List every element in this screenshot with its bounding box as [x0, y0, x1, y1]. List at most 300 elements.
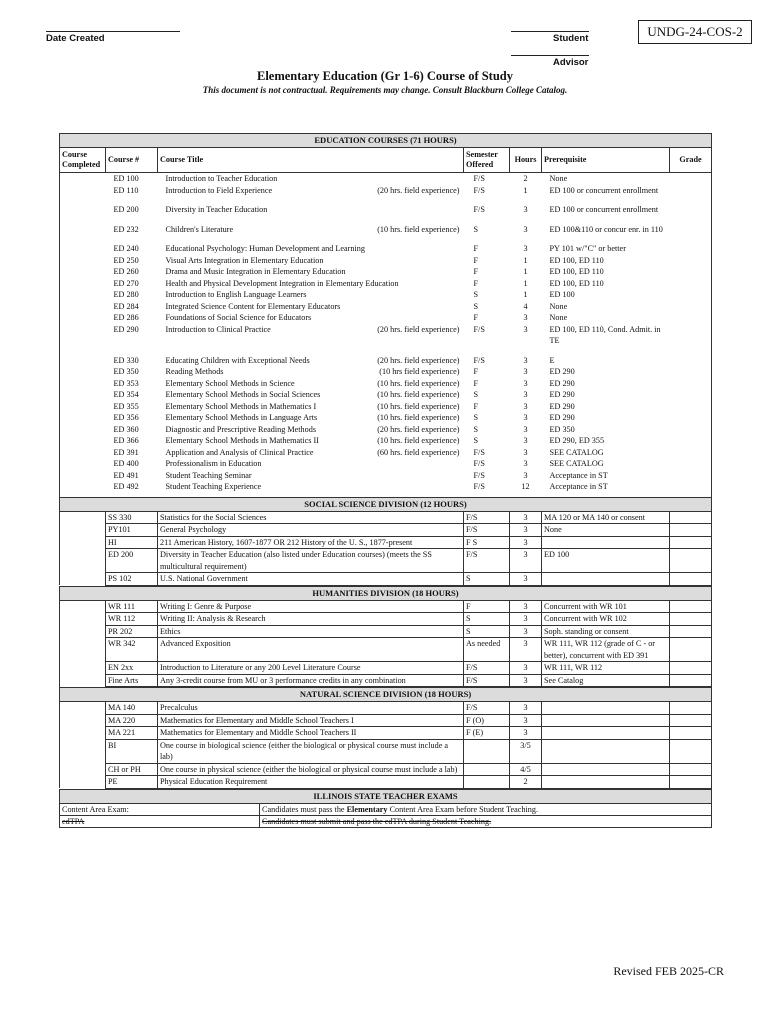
course-number: MA 140	[106, 702, 158, 715]
completed-cell[interactable]	[60, 763, 106, 776]
completed-cell[interactable]	[60, 255, 106, 267]
grade-cell[interactable]	[670, 600, 712, 613]
completed-cell[interactable]	[60, 324, 106, 347]
semester-offered: F	[473, 278, 479, 288]
grade-cell[interactable]	[670, 255, 712, 267]
hours: 3/5	[510, 739, 542, 763]
semester-offered: F/S	[464, 662, 510, 675]
course-number: ED 200	[113, 205, 139, 214]
prerequisite: None	[549, 301, 568, 311]
field-experience	[460, 278, 462, 290]
prerequisite: WR 111, WR 112 (grade of C - or better), concurrent with ED 391	[542, 638, 670, 662]
education-table	[59, 133, 712, 497]
course-title	[158, 378, 464, 390]
grade-cell[interactable]	[670, 702, 712, 715]
student-label: Student	[553, 33, 589, 44]
hours: 1	[523, 185, 528, 195]
semester-offered: F/S	[473, 459, 485, 468]
course-title	[158, 389, 464, 401]
completed-cell[interactable]	[60, 727, 106, 740]
prerequisite: ED 290	[549, 390, 575, 399]
prerequisite: ED 350	[549, 424, 575, 434]
course-number: ED 100	[113, 174, 139, 183]
completed-cell[interactable]	[60, 289, 106, 301]
grade-cell[interactable]	[670, 412, 712, 424]
prerequisite: Concurrent with WR 102	[542, 613, 670, 626]
course-title-wrap	[166, 324, 462, 336]
course-title-wrap	[166, 447, 462, 459]
prerequisite: Concurrent with WR 101	[542, 600, 670, 613]
prerequisite: ED 100	[542, 549, 670, 573]
course-number: HI	[106, 536, 158, 549]
grade-cell[interactable]	[670, 216, 712, 236]
hours: 3	[523, 224, 528, 234]
prerequisite: ED 100	[549, 290, 575, 299]
course-title: General Psychology	[158, 524, 464, 537]
course-title-wrap	[166, 173, 462, 185]
completed-cell[interactable]	[60, 458, 106, 470]
semester-offered: F S	[464, 536, 510, 549]
field-experience	[460, 204, 462, 216]
course-number: ED 260	[113, 267, 139, 276]
prerequisite	[542, 714, 670, 727]
completed-cell[interactable]	[60, 600, 106, 613]
natural-row	[60, 702, 712, 715]
course-number: ED 350	[113, 367, 139, 376]
course-title-text: Elementary School Methods in Science	[165, 378, 295, 388]
completed-cell[interactable]	[60, 714, 106, 727]
course-title-text: Introduction to Clinical Practice	[165, 324, 271, 334]
course-number: ED 366	[113, 436, 139, 445]
completed-cell[interactable]	[60, 216, 106, 236]
hours: 4/5	[510, 763, 542, 776]
hours: 3	[523, 424, 528, 434]
course-title-text: Drama and Music Integration in Elementary Education	[165, 267, 346, 276]
course-row	[60, 278, 712, 290]
field-experience	[460, 255, 462, 267]
completed-cell[interactable]	[60, 347, 106, 367]
semester-offered: F/S	[464, 511, 510, 524]
prerequisite	[542, 573, 670, 586]
course-number: ED 356	[113, 413, 139, 422]
hours: 3	[510, 625, 542, 638]
field-experience	[460, 301, 462, 313]
grade-cell[interactable]	[670, 511, 712, 524]
grade-cell[interactable]	[670, 278, 712, 290]
course-number: ED 280	[113, 290, 139, 299]
prerequisite	[542, 739, 670, 763]
grade-cell[interactable]	[670, 674, 712, 687]
semester-offered: F/S	[473, 482, 485, 491]
grade-cell[interactable]	[670, 235, 712, 255]
completed-cell[interactable]	[60, 674, 106, 687]
hours: 3	[510, 638, 542, 662]
course-number: PS 102	[106, 573, 158, 586]
grade-cell[interactable]	[670, 776, 712, 789]
completed-cell[interactable]	[60, 511, 106, 524]
course-number: ED 286	[113, 313, 139, 322]
prerequisite: Acceptance in ST	[549, 470, 608, 480]
content-exam-text-post: Content Area Exam before Student Teaching.	[387, 804, 539, 814]
grade-cell[interactable]	[670, 173, 712, 185]
course-title-wrap	[166, 424, 462, 436]
course-row	[60, 301, 712, 313]
completed-cell[interactable]	[60, 613, 106, 626]
natural-row	[60, 776, 712, 789]
grade-cell[interactable]	[670, 481, 712, 493]
course-row	[60, 470, 712, 482]
course-title-wrap	[166, 435, 462, 447]
prerequisite: ED 290	[549, 378, 575, 388]
completed-cell[interactable]	[60, 266, 106, 278]
col-hours: Hours	[510, 148, 542, 173]
field-experience: (20 hrs. field experience)	[377, 324, 460, 334]
completed-cell[interactable]	[60, 625, 106, 638]
course-title-text: Student Teaching Experience	[165, 482, 262, 491]
course-title	[158, 324, 464, 347]
advisor-label: Advisor	[553, 57, 589, 68]
semester-offered: F/S	[473, 205, 485, 214]
course-number: EN 2xx	[106, 662, 158, 675]
hours: 3	[510, 511, 542, 524]
semester-offered: F	[473, 267, 479, 276]
course-row	[60, 458, 712, 470]
student-line	[511, 31, 589, 32]
completed-cell[interactable]	[60, 173, 106, 185]
course-number: ED 360	[113, 424, 139, 434]
semester-offered: F/S	[473, 185, 485, 195]
course-number: WR 112	[106, 613, 158, 626]
hours: 3	[523, 205, 528, 214]
completed-cell[interactable]	[60, 549, 106, 573]
education-section-title: EDUCATION COURSES (71 HOURS)	[60, 134, 712, 148]
course-number: ED 491	[113, 470, 139, 480]
field-experience	[460, 458, 462, 470]
prerequisite: ED 290	[549, 413, 575, 422]
course-number: MA 221	[106, 727, 158, 740]
course-row	[60, 389, 712, 401]
col-course-title: Course Title	[158, 148, 464, 173]
course-title	[158, 235, 464, 255]
semester-offered: F/S	[464, 524, 510, 537]
field-experience	[460, 470, 462, 482]
course-number: BI	[106, 739, 158, 763]
course-title-text: Educational Psychology: Human Development and Learning	[165, 244, 365, 253]
prerequisite: Acceptance in ST	[549, 482, 608, 491]
course-title	[158, 412, 464, 424]
grade-cell[interactable]	[670, 435, 712, 447]
grade-cell[interactable]	[670, 424, 712, 436]
course-title-wrap	[166, 224, 462, 236]
humanities-row	[60, 638, 712, 662]
grade-cell[interactable]	[670, 739, 712, 763]
completed-cell[interactable]	[60, 573, 106, 586]
completed-cell[interactable]	[60, 536, 106, 549]
course-title-text: Educating Children with Exceptional Needs	[165, 355, 310, 365]
grade-cell[interactable]	[670, 549, 712, 573]
grade-cell[interactable]	[670, 196, 712, 216]
humanities-row	[60, 674, 712, 687]
course-title-text: Integrated Science Content for Elementary Educators	[165, 301, 341, 311]
grade-cell[interactable]	[670, 389, 712, 401]
completed-cell[interactable]	[60, 470, 106, 482]
completed-cell[interactable]	[60, 739, 106, 763]
humanities-table	[59, 586, 712, 688]
completed-cell[interactable]	[60, 662, 106, 675]
prerequisite: E	[549, 355, 555, 365]
prerequisite: PY 101 w/"C" or better	[549, 244, 626, 253]
course-row	[60, 481, 712, 493]
grade-cell[interactable]	[670, 573, 712, 586]
hours: 3	[510, 662, 542, 675]
semester-offered: S	[473, 390, 479, 399]
course-title: Ethics	[158, 625, 464, 638]
field-experience: (10 hrs. field experience)	[377, 378, 460, 388]
course-row	[60, 424, 712, 436]
course-number: ED 330	[113, 355, 139, 365]
grade-cell[interactable]	[670, 662, 712, 675]
hours: 3	[510, 702, 542, 715]
col-prereq: Prerequisite	[542, 148, 670, 173]
grade-cell[interactable]	[670, 524, 712, 537]
course-title: Diversity in Teacher Education (also listed under Education courses) (meets the SS multicultural requirement)	[158, 549, 464, 573]
course-title-text: Introduction to English Language Learners	[165, 290, 307, 299]
prerequisite	[542, 536, 670, 549]
course-number: ED 492	[113, 482, 139, 491]
humanities-row	[60, 662, 712, 675]
course-title-wrap	[166, 301, 462, 313]
course-number: WR 111	[106, 600, 158, 613]
col-semester: Semester Offered	[464, 148, 510, 173]
grade-cell[interactable]	[670, 378, 712, 390]
semester-offered: S	[473, 436, 479, 445]
prerequisite: ED 100, ED 110	[549, 278, 604, 288]
completed-cell[interactable]	[60, 524, 106, 537]
prerequisite: None	[542, 524, 670, 537]
course-title-text: Elementary School Methods in Mathematics I	[165, 401, 317, 411]
course-title-wrap	[166, 378, 462, 390]
semester-offered: S	[473, 301, 479, 311]
hours: 3	[510, 536, 542, 549]
completed-cell[interactable]	[60, 378, 106, 390]
semester-offered: S	[473, 290, 479, 299]
course-row	[60, 412, 712, 424]
prerequisite: ED 100&110 or concur enr. in 110	[549, 224, 663, 234]
course-title: Physical Education Requirement	[158, 776, 464, 789]
grade-cell[interactable]	[670, 266, 712, 278]
hours: 3	[523, 313, 528, 322]
hours: 3	[510, 600, 542, 613]
completed-cell[interactable]	[60, 638, 106, 662]
completed-cell[interactable]	[60, 235, 106, 255]
completed-cell[interactable]	[60, 481, 106, 493]
grade-cell[interactable]	[670, 324, 712, 347]
completed-cell[interactable]	[60, 278, 106, 290]
prerequisite: ED 100 or concurrent enrollment	[549, 205, 659, 214]
prerequisite: MA 120 or MA 140 or consent	[542, 511, 670, 524]
course-title-text: Foundations of Social Science for Educators	[165, 313, 312, 322]
course-title-wrap	[166, 204, 462, 216]
exams-table	[59, 789, 712, 828]
course-number: ED 353	[113, 378, 139, 388]
hours: 1	[523, 278, 528, 288]
grade-cell[interactable]	[670, 625, 712, 638]
grade-cell[interactable]	[670, 447, 712, 459]
grade-cell[interactable]	[670, 714, 712, 727]
field-experience: (20 hrs. field experience)	[377, 424, 460, 434]
semester-offered: S	[464, 613, 510, 626]
semester-offered: F	[473, 367, 479, 376]
prerequisite: Soph. standing or consent	[542, 625, 670, 638]
semester-offered: F	[473, 401, 479, 411]
course-number: CH or PH	[106, 763, 158, 776]
hours: 3	[523, 436, 528, 445]
hours: 3	[523, 378, 528, 388]
course-title	[158, 289, 464, 301]
grade-cell[interactable]	[670, 536, 712, 549]
course-row	[60, 216, 712, 236]
course-title	[158, 401, 464, 413]
prerequisite: ED 100, ED 110	[549, 255, 604, 265]
completed-cell[interactable]	[60, 776, 106, 789]
grade-cell[interactable]	[670, 366, 712, 378]
field-experience: (60 hrs. field experience)	[377, 447, 460, 457]
course-title: Mathematics for Elementary and Middle School Teachers II	[158, 727, 464, 740]
completed-cell[interactable]	[60, 301, 106, 313]
prerequisite: None	[549, 174, 568, 183]
completed-cell[interactable]	[60, 435, 106, 447]
course-title	[158, 301, 464, 313]
edtpa-text: Candidates must submit and pass the edTPA during Student Teaching.	[260, 815, 712, 827]
course-title: Any 3-credit course from MU or 3 performance credits in any combination	[158, 674, 464, 687]
course-title-wrap	[166, 458, 462, 470]
natural-rows	[60, 702, 712, 789]
grade-cell[interactable]	[670, 727, 712, 740]
completed-cell[interactable]	[60, 366, 106, 378]
content-exam-text-bold: Elementary	[346, 804, 388, 814]
course-number: ED 355	[113, 401, 139, 411]
course-title-wrap	[166, 185, 462, 197]
field-experience	[460, 266, 462, 278]
field-experience: (10 hrs. field experience)	[377, 224, 460, 234]
completed-cell[interactable]	[60, 196, 106, 216]
completed-cell[interactable]	[60, 401, 106, 413]
semester-offered: F (O)	[464, 714, 510, 727]
social-row	[60, 573, 712, 586]
course-title-text: Introduction to Field Experience	[165, 185, 273, 195]
course-number: ED 284	[113, 301, 139, 311]
prerequisite: WR 111, WR 112	[542, 662, 670, 675]
exams-section-title: ILLINOIS STATE TEACHER EXAMS	[60, 789, 712, 803]
field-experience: (10 hrs field experience)	[379, 367, 460, 376]
revised-date: Revised FEB 2025-CR	[613, 964, 724, 978]
semester-offered: F	[473, 313, 479, 322]
semester-offered	[464, 776, 510, 789]
completed-cell[interactable]	[60, 702, 106, 715]
content-exam-text	[260, 803, 712, 815]
prerequisite	[542, 727, 670, 740]
semester-offered: As needed	[464, 638, 510, 662]
course-title-text: Health and Physical Development Integration in Elementary Education	[165, 278, 399, 288]
completed-cell[interactable]	[60, 447, 106, 459]
course-row	[60, 289, 712, 301]
course-title-wrap	[166, 255, 462, 267]
course-number: ED 240	[113, 244, 139, 253]
completed-cell[interactable]	[60, 412, 106, 424]
course-title-wrap	[166, 412, 462, 424]
course-row	[60, 173, 712, 185]
course-title	[158, 481, 464, 493]
course-title: Writing II: Analysis & Research	[158, 613, 464, 626]
field-experience	[460, 289, 462, 301]
course-row	[60, 324, 712, 347]
humanities-rows	[60, 600, 712, 687]
course-number: PY101	[106, 524, 158, 537]
course-title	[158, 435, 464, 447]
grade-cell[interactable]	[670, 458, 712, 470]
course-title	[158, 278, 464, 290]
course-title-text: Application and Analysis of Clinical Practice	[165, 447, 314, 457]
grade-cell[interactable]	[670, 763, 712, 776]
course-row	[60, 366, 712, 378]
hours: 1	[523, 255, 528, 265]
prerequisite	[542, 776, 670, 789]
course-number: Fine Arts	[106, 674, 158, 687]
grade-cell[interactable]	[670, 613, 712, 626]
hours: 3	[523, 401, 528, 411]
course-title-wrap	[166, 278, 462, 290]
col-completed: Course Completed	[60, 148, 106, 173]
grade-cell[interactable]	[670, 289, 712, 301]
course-row	[60, 401, 712, 413]
grade-cell[interactable]	[670, 312, 712, 324]
hours: 3	[510, 674, 542, 687]
completed-cell[interactable]	[60, 312, 106, 324]
grade-cell[interactable]	[670, 470, 712, 482]
course-title	[158, 185, 464, 197]
hours: 12	[521, 482, 530, 491]
completed-cell[interactable]	[60, 185, 106, 197]
col-course-number: Course #	[106, 148, 158, 173]
humanities-row	[60, 613, 712, 626]
course-title: 211 American History, 1607-1877 OR 212 History of the U. S., 1877-present	[158, 536, 464, 549]
course-title	[158, 347, 464, 367]
grade-cell[interactable]	[670, 185, 712, 197]
hours: 3	[510, 714, 542, 727]
completed-cell[interactable]	[60, 424, 106, 436]
course-number: PR 202	[106, 625, 158, 638]
grade-cell[interactable]	[670, 347, 712, 367]
hours: 1	[523, 267, 528, 276]
course-row	[60, 378, 712, 390]
course-title-text: Diagnostic and Prescriptive Reading Methods	[165, 424, 317, 434]
course-title	[158, 216, 464, 236]
prerequisite: ED 100, ED 110, Cond. Admit. in TE	[549, 324, 661, 345]
grade-cell[interactable]	[670, 401, 712, 413]
semester-offered: F/S	[473, 324, 485, 334]
grade-cell[interactable]	[670, 638, 712, 662]
hours: 3	[523, 324, 528, 334]
semester-offered: F/S	[464, 549, 510, 573]
prerequisite: SEE CATALOG	[549, 459, 604, 468]
hours: 3	[510, 524, 542, 537]
course-title	[158, 266, 464, 278]
course-row	[60, 266, 712, 278]
completed-cell[interactable]	[60, 389, 106, 401]
semester-offered: S	[473, 413, 479, 422]
course-title	[158, 470, 464, 482]
grade-cell[interactable]	[670, 301, 712, 313]
